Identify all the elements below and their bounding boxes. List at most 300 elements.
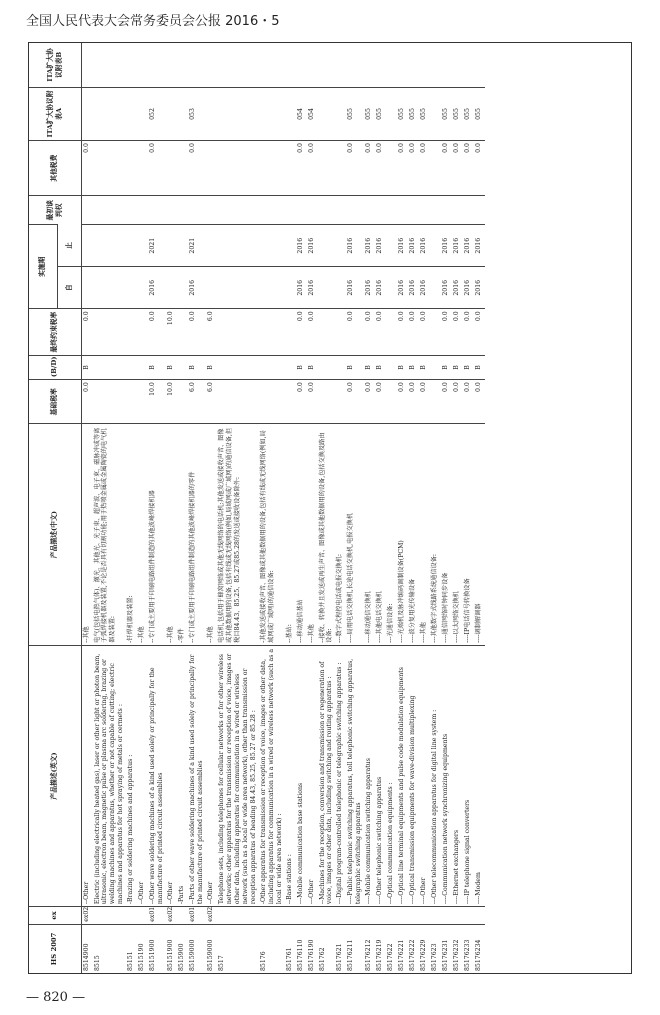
cell-bd: B: [441, 355, 452, 379]
cell-impl-to: [285, 225, 296, 267]
cell-desc-en: Electric (including electrically heated gas), laser or other light or photon beam, ultrasonic, electron beam, magnetic pulse or plasma arc soldering, brazing or welding machines and apparatus, whether or not capable of cutting; electric machines and apparatus for hot spraying of metals or cermets :: [93, 645, 127, 906]
cell-ita-b: [126, 43, 137, 87]
cell-ita-a: 055: [397, 87, 408, 140]
table-row: [375, 43, 386, 973]
cell-initial-right: [137, 196, 148, 225]
table-row: [166, 43, 177, 973]
cell-desc-zh: 电话机,包括用于蜂窝网络或其他无线网络的电话机;其他发送或接收声音、图像或其他数据用的设备,包括有线或无线网络(例如,局域网或广域网)的通信设备,但税目84.43、85.25、85.27或85.28的发送或接收设备除外:: [217, 424, 259, 645]
cell-ex: [296, 907, 307, 925]
cell-ita-a: [93, 87, 127, 140]
table-row: [296, 43, 307, 973]
cell-desc-en: --Other: [137, 645, 148, 906]
cell-impl-to: 2016: [419, 225, 430, 267]
cell-final-rate: 6.0: [206, 309, 217, 355]
cell-other-duties: [166, 141, 177, 196]
cell-other-duties: [126, 141, 137, 196]
cell-desc-en: --Other: [206, 645, 217, 906]
cell-other-duties: 0.0: [463, 141, 474, 196]
cell-bd: [430, 355, 441, 379]
cell-hs-code: 85176212: [364, 924, 375, 973]
cell-impl-from: 2016: [364, 267, 375, 309]
cell-other-duties: [137, 141, 148, 196]
col-impl-from: 自: [57, 267, 81, 309]
cell-initial-right: [386, 196, 397, 225]
cell-impl-to: [430, 225, 441, 267]
cell-bd: B: [463, 355, 474, 379]
tariff-table-frame: [28, 42, 632, 974]
cell-base-rate: [93, 380, 127, 424]
table-row: [335, 43, 346, 973]
col-impl-period: 实施期: [29, 225, 57, 309]
cell-final-rate: 0.0: [408, 309, 419, 355]
cell-desc-en: -Other apparatus for transmission or reception of voice, images or other data, including apparatus for communication in a wired or wireless network (such as a local or wide area network) :: [259, 645, 285, 906]
cell-hs-code: 8517621: [335, 924, 346, 973]
cell-desc-en: --Other: [166, 645, 177, 906]
col-bd: (B/D): [29, 355, 81, 379]
cell-base-rate: 10.0: [148, 380, 166, 424]
cell-other-duties: [259, 141, 285, 196]
cell-impl-from: 2016: [346, 267, 364, 309]
cell-impl-to: 2016: [452, 225, 463, 267]
table-row: [452, 43, 463, 973]
cell-impl-to: 2016: [364, 225, 375, 267]
cell-desc-zh: ---光通信设备:: [386, 424, 397, 645]
cell-other-duties: 0.0: [408, 141, 419, 196]
cell-ex: ex01: [148, 907, 166, 925]
cell-impl-from: 2016: [397, 267, 408, 309]
cell-other-duties: [386, 141, 397, 196]
table-row: [177, 43, 188, 973]
table-row: [463, 43, 474, 973]
cell-bd: [285, 355, 296, 379]
cell-impl-from: [137, 267, 148, 309]
cell-final-rate: 0.0: [452, 309, 463, 355]
cell-desc-en: ---Other telecommunication apparatus for digital line system :: [430, 645, 441, 906]
table-row: [217, 43, 259, 973]
cell-ex: [335, 907, 346, 925]
cell-hs-code: 85176: [259, 924, 285, 973]
tariff-schedule-table: [29, 43, 485, 973]
table-row: [474, 43, 485, 973]
cell-final-rate: [177, 309, 188, 355]
cell-initial-right: [474, 196, 485, 225]
cell-ita-b: [430, 43, 441, 87]
cell-ex: [318, 907, 336, 925]
cell-desc-zh: ----以太网络交换机: [452, 424, 463, 645]
cell-base-rate: 0.0: [441, 380, 452, 424]
cell-desc-zh: --接收、转换并且发送或再生声音、图像或其他数据用的设备,包括交换及路由设备:: [318, 424, 336, 645]
table-row: [408, 43, 419, 973]
cell-other-duties: [206, 141, 217, 196]
cell-base-rate: 0.0: [296, 380, 307, 424]
cell-impl-from: [259, 267, 285, 309]
cell-bd: B: [81, 355, 93, 379]
cell-desc-zh: ----局用电话交换机,长途电话交换机,电报交换机: [346, 424, 364, 645]
cell-bd: B: [148, 355, 166, 379]
cell-ita-a: 055: [474, 87, 485, 140]
cell-ex: [408, 907, 419, 925]
cell-base-rate: 0.0: [419, 380, 430, 424]
cell-desc-en: ---Optical communication equipments :: [386, 645, 397, 906]
cell-ex: ex01: [188, 907, 206, 925]
cell-ita-a: 055: [452, 87, 463, 140]
cell-hs-code: 85151900: [148, 924, 166, 973]
cell-desc-zh: ----通信网络时钟同步设备: [441, 424, 452, 645]
cell-ita-a: [430, 87, 441, 140]
cell-other-duties: [177, 141, 188, 196]
cell-impl-from: [285, 267, 296, 309]
col-final-rate: 最终约束税率: [29, 309, 81, 355]
cell-ita-a: 055: [441, 87, 452, 140]
cell-hs-code: 851761: [285, 924, 296, 973]
cell-final-rate: [217, 309, 259, 355]
cell-impl-from: [177, 267, 188, 309]
col-base-rate: 基础税率: [29, 380, 81, 424]
table-row: [346, 43, 364, 973]
cell-impl-from: 2016: [375, 267, 386, 309]
cell-ex: [386, 907, 397, 925]
cell-initial-right: [126, 196, 137, 225]
table-row: [285, 43, 296, 973]
cell-desc-en: ----Mobile communication switching apparatus: [364, 645, 375, 906]
cell-desc-en: Telephone sets, including telephones for cellular networks or for other wireless networks; other apparatus for the transmission or reception of voice, images or other data, including apparatus for communication in a wired or wireless network (such as a local or wide area network), other than transmission or reception apparatus of heading 84.43, 85.25, 85.27 or 85.28 :: [217, 645, 259, 906]
cell-ex: [93, 907, 127, 925]
cell-base-rate: 0.0: [346, 380, 364, 424]
cell-desc-en: --Machines for the reception, conversion and transmission or regeneration of voice, images or other data, including switching and routing apparatus :: [318, 645, 336, 906]
cell-impl-to: [126, 225, 137, 267]
cell-ita-b: [408, 43, 419, 87]
cell-desc-en: --Base stations :: [285, 645, 296, 906]
cell-final-rate: 0.0: [296, 309, 307, 355]
cell-ita-a: [81, 87, 93, 140]
cell-ita-a: 054: [307, 87, 318, 140]
cell-final-rate: [430, 309, 441, 355]
cell-ita-a: [285, 87, 296, 140]
cell-bd: [177, 355, 188, 379]
cell-ex: ex02: [206, 907, 217, 925]
cell-bd: [259, 355, 285, 379]
cell-impl-to: [259, 225, 285, 267]
cell-ex: [126, 907, 137, 925]
cell-final-rate: [386, 309, 397, 355]
cell-bd: [137, 355, 148, 379]
cell-impl-from: [217, 267, 259, 309]
cell-desc-en: ---Digital program-controlled telephonic or telegraphic switching apparatus :: [335, 645, 346, 906]
cell-final-rate: [93, 309, 127, 355]
cell-impl-from: 2016: [296, 267, 307, 309]
cell-ita-b: [474, 43, 485, 87]
cell-impl-from: 2016: [188, 267, 206, 309]
cell-ita-a: [206, 87, 217, 140]
cell-impl-to: [318, 225, 336, 267]
cell-desc-zh: ----IP电话信号转换设备: [463, 424, 474, 645]
cell-base-rate: [217, 380, 259, 424]
cell-initial-right: [408, 196, 419, 225]
table-row: [318, 43, 336, 973]
cell-ex: [346, 907, 364, 925]
cell-impl-from: 2016: [307, 267, 318, 309]
cell-final-rate: 0.0: [364, 309, 375, 355]
cell-impl-to: 2016: [307, 225, 318, 267]
cell-ita-a: [126, 87, 137, 140]
cell-ita-b: [137, 43, 148, 87]
cell-hs-code: 85176232: [452, 924, 463, 973]
cell-ita-b: [285, 43, 296, 87]
page-number: — 820 —: [26, 990, 86, 1005]
cell-ex: [307, 907, 318, 925]
cell-impl-to: 2016: [296, 225, 307, 267]
cell-base-rate: [318, 380, 336, 424]
cell-ita-a: [166, 87, 177, 140]
cell-desc-zh: --其他: [137, 424, 148, 645]
cell-final-rate: [126, 309, 137, 355]
table-row: [81, 43, 93, 973]
cell-initial-right: [318, 196, 336, 225]
cell-base-rate: 6.0: [206, 380, 217, 424]
cell-hs-code: 851762: [318, 924, 336, 973]
cell-ex: ex02: [81, 907, 93, 925]
col-ita-annex-b: ITA扩大协议附表B: [29, 43, 81, 87]
cell-desc-en: ----Modem: [474, 645, 485, 906]
cell-ita-a: [259, 87, 285, 140]
rotated-table-container: [29, 43, 631, 973]
cell-desc-en: ---Mobile communication base stations: [296, 645, 307, 906]
cell-base-rate: 0.0: [307, 380, 318, 424]
cell-other-duties: 0.0: [188, 141, 206, 196]
table-row: [397, 43, 408, 973]
cell-desc-zh: ----移动通信交换机: [364, 424, 375, 645]
cell-ita-b: [296, 43, 307, 87]
cell-initial-right: [307, 196, 318, 225]
cell-base-rate: 0.0: [375, 380, 386, 424]
cell-ita-b: [441, 43, 452, 87]
cell-impl-to: 2021: [188, 225, 206, 267]
cell-initial-right: [259, 196, 285, 225]
cell-final-rate: 0.0: [307, 309, 318, 355]
cell-ita-a: 055: [375, 87, 386, 140]
cell-initial-right: [188, 196, 206, 225]
col-hs: HS 2007: [29, 924, 81, 973]
cell-desc-en: ----Optical line terminal equipments and pulse code modulation equipments: [397, 645, 408, 906]
cell-hs-code: 85159000: [206, 924, 217, 973]
cell-hs-code: 8514900: [81, 924, 93, 973]
cell-bd: [318, 355, 336, 379]
cell-desc-zh: ----其他电话交换机: [375, 424, 386, 645]
cell-initial-right: [441, 196, 452, 225]
cell-final-rate: 0.0: [419, 309, 430, 355]
cell-bd: [93, 355, 127, 379]
cell-initial-right: [346, 196, 364, 225]
cell-impl-to: [93, 225, 127, 267]
cell-ita-b: [364, 43, 375, 87]
table-row: [126, 43, 137, 973]
cell-desc-zh: ---其他: [307, 424, 318, 645]
cell-hs-code: 85159000: [188, 924, 206, 973]
cell-bd: B: [346, 355, 364, 379]
cell-desc-zh: ---移动通信基站: [296, 424, 307, 645]
cell-hs-code: 85176110: [296, 924, 307, 973]
table-row: [137, 43, 148, 973]
cell-bd: B: [166, 355, 177, 379]
cell-ita-b: [148, 43, 166, 87]
cell-bd: B: [452, 355, 463, 379]
cell-other-duties: 0.0: [148, 141, 166, 196]
cell-bd: B: [364, 355, 375, 379]
cell-impl-to: 2016: [463, 225, 474, 267]
cell-bd: [386, 355, 397, 379]
cell-final-rate: [335, 309, 346, 355]
table-header: [29, 43, 81, 973]
cell-impl-from: [318, 267, 336, 309]
cell-impl-from: 2016: [474, 267, 485, 309]
cell-base-rate: [335, 380, 346, 424]
cell-hs-code: 8517: [217, 924, 259, 973]
cell-impl-from: [335, 267, 346, 309]
cell-ita-b: [318, 43, 336, 87]
cell-ita-a: 055: [408, 87, 419, 140]
cell-other-duties: 0.0: [397, 141, 408, 196]
cell-ex: [375, 907, 386, 925]
cell-other-duties: 0.0: [81, 141, 93, 196]
cell-ita-b: [463, 43, 474, 87]
cell-impl-from: 2016: [419, 267, 430, 309]
cell-base-rate: 0.0: [364, 380, 375, 424]
cell-impl-from: [93, 267, 127, 309]
cell-initial-right: [419, 196, 430, 225]
col-other-duties: 其他税费: [29, 141, 81, 196]
cell-initial-right: [166, 196, 177, 225]
cell-desc-en: ---Other: [307, 645, 318, 906]
cell-ita-b: [375, 43, 386, 87]
cell-final-rate: 0.0: [441, 309, 452, 355]
cell-ita-b: [188, 43, 206, 87]
cell-base-rate: [259, 380, 285, 424]
cell-desc-en: ----Communication network synchronizing equipments: [441, 645, 452, 906]
cell-bd: B: [188, 355, 206, 379]
cell-impl-from: [386, 267, 397, 309]
cell-final-rate: 0.0: [346, 309, 364, 355]
cell-final-rate: 0.0: [474, 309, 485, 355]
table-row: [259, 43, 285, 973]
cell-ita-b: [307, 43, 318, 87]
table-row: [148, 43, 166, 973]
cell-hs-code: 8517622: [386, 924, 397, 973]
cell-final-rate: 0.0: [148, 309, 166, 355]
cell-ita-a: 052: [148, 87, 166, 140]
cell-bd: B: [474, 355, 485, 379]
cell-desc-zh: ----其他: [419, 424, 430, 645]
cell-impl-from: [206, 267, 217, 309]
cell-other-duties: 0.0: [441, 141, 452, 196]
cell-final-rate: 0.0: [397, 309, 408, 355]
cell-desc-zh: --其他: [81, 424, 93, 645]
cell-impl-from: [166, 267, 177, 309]
cell-ex: [217, 907, 259, 925]
cell-impl-to: [206, 225, 217, 267]
cell-ita-a: [137, 87, 148, 140]
cell-base-rate: [137, 380, 148, 424]
cell-hs-code: 85176231: [441, 924, 452, 973]
cell-base-rate: 0.0: [474, 380, 485, 424]
cell-ex: [463, 907, 474, 925]
cell-impl-to: 2016: [408, 225, 419, 267]
cell-impl-to: [166, 225, 177, 267]
cell-ita-b: [397, 43, 408, 87]
cell-initial-right: [430, 196, 441, 225]
cell-hs-code: 85151900: [166, 924, 177, 973]
col-ita-annex-a: ITA扩大协议附表A: [29, 87, 81, 140]
cell-base-rate: 10.0: [166, 380, 177, 424]
cell-bd: [126, 355, 137, 379]
cell-desc-zh: -其他发送或接收声音、图像或其他数据用的设备,包括有线或无线网络(例如,局域网或广域网)的通信设备:: [259, 424, 285, 645]
cell-bd: B: [375, 355, 386, 379]
cell-desc-en: --Parts of other wave soldering machines of a kind used solely or principally for the manufacture of printed circuit assemblies: [188, 645, 206, 906]
cell-ex: [452, 907, 463, 925]
cell-impl-from: 2016: [463, 267, 474, 309]
cell-initial-right: [335, 196, 346, 225]
cell-impl-to: 2016: [441, 225, 452, 267]
cell-desc-zh: ---其他数字式线路系统通信设备:: [430, 424, 441, 645]
table-row: [441, 43, 452, 973]
cell-final-rate: 0.0: [463, 309, 474, 355]
table-row: [206, 43, 217, 973]
cell-desc-en: ----Public telephonic switching apparatus, toll telephonic switching apparatus, telegraphic switching apparatus: [346, 645, 364, 906]
cell-impl-to: [81, 225, 93, 267]
cell-desc-en: --Other: [81, 645, 93, 906]
cell-bd: B: [397, 355, 408, 379]
cell-hs-code: 8517623: [430, 924, 441, 973]
cell-final-rate: 0.0: [375, 309, 386, 355]
table-row: [386, 43, 397, 973]
cell-ita-a: 055: [463, 87, 474, 140]
cell-impl-from: 2016: [452, 267, 463, 309]
cell-desc-zh: 电气(包括电热气体)、激光、其他光、光子束、超声波、电子束、磁脉冲或等离子弧焊接机器及装置,不论是否具有切割功能;用于热喷金属或金属陶瓷的电气机器及装置:: [93, 424, 127, 645]
cell-bd: B: [206, 355, 217, 379]
cell-initial-right: [364, 196, 375, 225]
cell-hs-code: 8515: [93, 924, 127, 973]
cell-base-rate: 0.0: [463, 380, 474, 424]
cell-ita-b: [206, 43, 217, 87]
table-row: [364, 43, 375, 973]
cell-desc-zh: -零件: [177, 424, 188, 645]
cell-ex: [285, 907, 296, 925]
cell-desc-zh: --专门或主要用于印刷电路组件制造的其他波峰焊接机器的零件: [188, 424, 206, 645]
cell-initial-right: [217, 196, 259, 225]
cell-impl-to: [386, 225, 397, 267]
col-ex: ex: [29, 907, 81, 925]
cell-other-duties: 0.0: [364, 141, 375, 196]
cell-ex: [364, 907, 375, 925]
cell-other-duties: 0.0: [346, 141, 364, 196]
cell-base-rate: 0.0: [397, 380, 408, 424]
cell-base-rate: [430, 380, 441, 424]
cell-other-duties: 0.0: [375, 141, 386, 196]
cell-initial-right: [93, 196, 127, 225]
cell-desc-zh: --其他: [206, 424, 217, 645]
cell-bd: B: [307, 355, 318, 379]
cell-base-rate: 0.0: [81, 380, 93, 424]
cell-impl-from: 2016: [148, 267, 166, 309]
cell-ita-a: 054: [296, 87, 307, 140]
cell-base-rate: [177, 380, 188, 424]
table-row: [188, 43, 206, 973]
cell-desc-en: --Other wave soldering machines of a kind used solely or principally for the manufacture of printed circuit assemblies: [148, 645, 166, 906]
cell-ex: [474, 907, 485, 925]
cell-base-rate: 0.0: [408, 380, 419, 424]
cell-base-rate: [126, 380, 137, 424]
cell-base-rate: [386, 380, 397, 424]
col-desc-en: 产品描述(英文): [29, 645, 81, 906]
